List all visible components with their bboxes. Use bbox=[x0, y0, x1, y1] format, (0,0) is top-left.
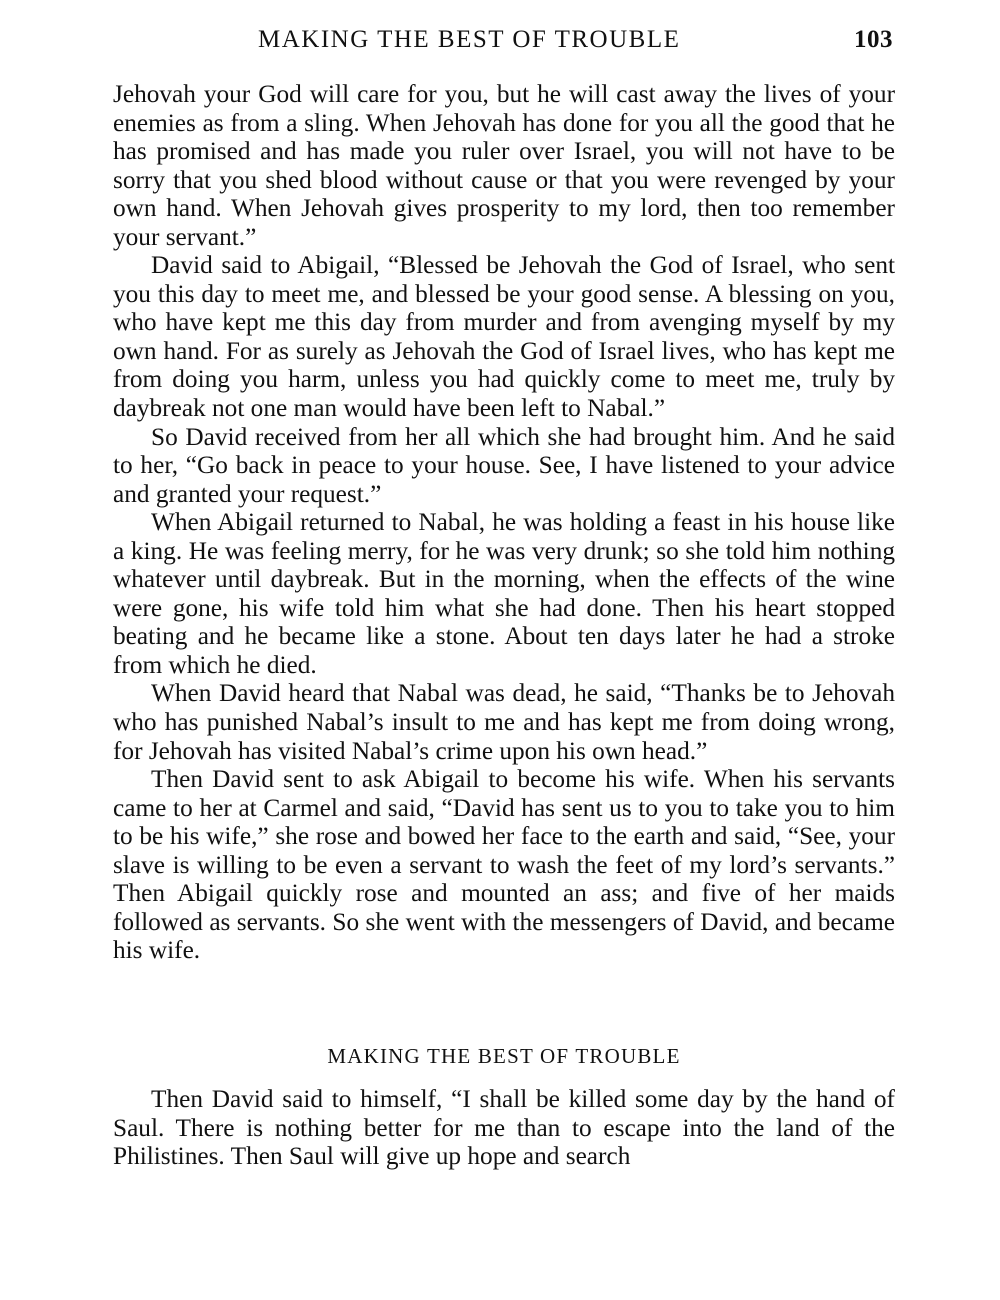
running-title: MAKING THE BEST OF TROUBLE bbox=[258, 26, 681, 53]
paragraph: When Abigail returned to Nabal, he was holding a feast in his house like a king. He was feeling merry, for he was very drunk; so she told him nothing whatever until daybreak. But in the morning, when the effects of the wine were gone, his wife told him what she had done. Then his heart stopped beating and he became like a stone. About ten days later he had a stroke from which he died. bbox=[113, 508, 895, 679]
body-text bbox=[113, 80, 895, 965]
section-body bbox=[113, 1085, 895, 1171]
paragraph: When David heard that Nabal was dead, he said, “Thanks be to Jehovah who has punished Nabal’s insult to me and has kept me from doing wrong, for Jehovah has visited Nabal’s crime upon his own head.” bbox=[113, 679, 895, 765]
running-header bbox=[113, 24, 895, 60]
paragraph: Then David sent to ask Abigail to become his wife. When his servants came to her at Carmel and said, “David has sent us to you to take you to him to be his wife,” she rose and bowed her face to the earth and said, “See, your slave is willing to be even a servant to wash the feet of my lord’s servants.” Then Abigail quickly rose and mounted an ass; and five of her maids followed as servants. So she went with the messengers of David, and became his wife. bbox=[113, 765, 895, 965]
paragraph: David said to Abigail, “Blessed be Jehovah the God of Israel, who sent you this day to meet me, and blessed be your good sense. A blessing on you, who have kept me this day from murder and from avenging myself by my own hand. For as surely as Jehovah the God of Israel lives, who has kept me from doing you harm, unless you had quickly come to meet me, truly by daybreak not one man would have been left to Nabal.” bbox=[113, 251, 895, 423]
paragraph: So David received from her all which she had brought him. And he said to her, “Go back in peace to your house. See, I have listened to your advice and granted your request.” bbox=[113, 422, 895, 508]
section-heading: MAKING THE BEST OF TROUBLE bbox=[327, 1043, 681, 1068]
book-page bbox=[113, 24, 895, 1171]
paragraph: Then David said to himself, “I shall be killed some day by the hand of Saul. There is nothing better for me than to escape into the land of the Philistines. Then Saul will give up hope and search bbox=[113, 1084, 895, 1171]
paragraph-continued: Jehovah your God will care for you, but he will cast away the lives of your enemies as from a sling. When Jehovah has done for you all the good that he has promised and has made you ruler over Israel, you will not have to be sorry that you shed blood without cause or that you were revenged by your own hand. When Jehovah gives prosperity to my lord, then too remember your servant.” bbox=[113, 80, 895, 251]
page-number: 103 bbox=[854, 26, 893, 53]
